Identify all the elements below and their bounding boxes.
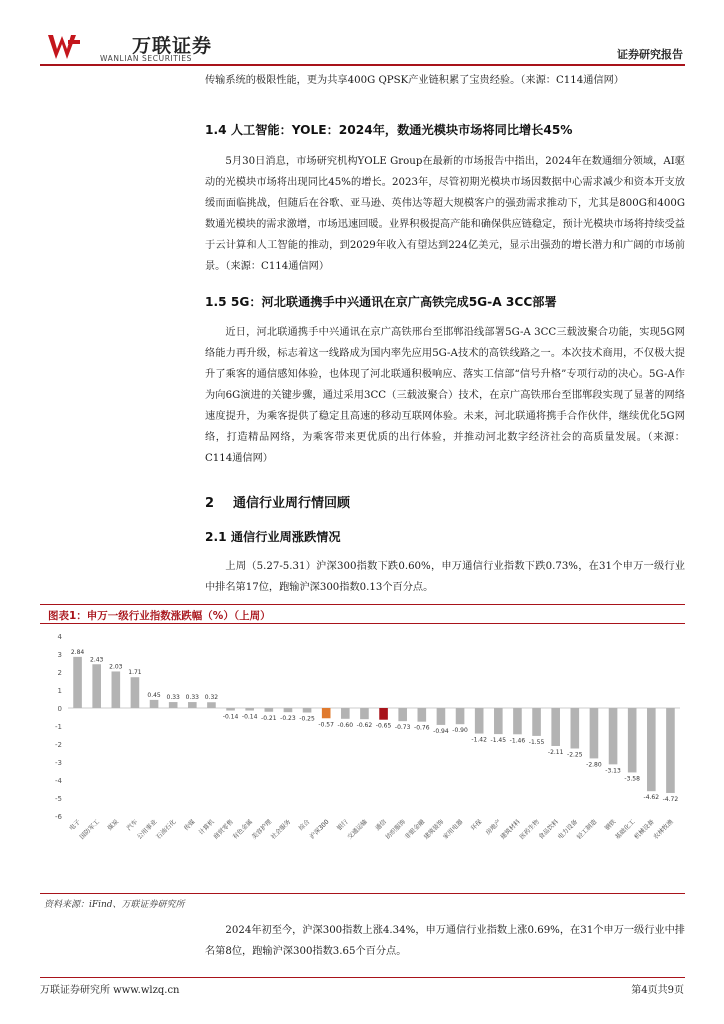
category-label: 环保 [469,818,484,833]
bar-21 [456,708,465,724]
bar-13 [303,708,312,713]
category-label: 房地产 [484,818,503,837]
industry-change-bar-chart [40,628,685,890]
y-tick-label: -2 [55,741,62,749]
category-label: 公用事业 [136,818,159,841]
value-label: 0.33 [185,694,199,702]
bar-4 [131,677,140,708]
value-label: -4.62 [643,794,660,802]
bar-9 [226,708,235,711]
y-tick-label: 0 [57,705,62,713]
section-1-5 [205,293,685,310]
bar-23 [494,708,503,734]
y-tick-label: 2 [57,669,62,677]
bar-29 [609,708,618,764]
value-label: 2.03 [109,663,123,671]
bar-12 [284,708,293,712]
bar-20 [437,708,446,725]
value-label: -2.11 [547,748,564,756]
bar-5 [150,700,159,708]
bar-27 [571,708,580,749]
bar-19 [418,708,427,722]
category-label: 综合 [297,818,312,833]
category-label: 计算机 [197,818,216,837]
category-label: 医药生物 [518,818,541,841]
closing-block [205,920,685,962]
bar-31 [647,708,656,791]
section-1-4-heading: 1.4 人工智能：YOLE：2024年，数通光模块市场将同比增长45% [205,123,573,137]
report-type-label: 证券研究报告 [617,48,683,61]
category-label: 传媒 [183,818,197,833]
section-1-5-body-block [205,322,685,469]
bar-17 [379,708,388,720]
bar-3 [112,671,121,708]
category-label: 沪深300 [308,818,331,841]
value-label: -4.72 [662,795,679,803]
y-tick-label: -6 [55,813,62,821]
bar-18 [398,708,407,721]
bar-25 [532,708,541,736]
company-name-en: WANLIAN SECURITIES [100,54,193,63]
section-1-4-paragraph: 5月30日消息，市场研究机构YOLE Group在最新的市场报告中指出，2024年在数通细分领域，AI驱动的光模块市场将出现同比45%的增长。2023年，尽管初期光模块市场因数据中心需求减少和资本开支放缓而面临挑战，但随后在谷歌、亚马逊、英伟达等超大规模客户的强劲需求推动下，尤其是800G和400G数通光模块的需求激增，市场迅速回暖。业界积极提高产能和确保供应链稳定，预计光模块市场将持续受益于云计算和人工智能的推动，到2029年收入有望达到224亿美元，显示出强劲的增长潜力和广阔的市场前景。（来源：C114通信网） [205,156,685,272]
chart-source: 资料来源：iFind、万联证券研究所 [44,900,185,910]
category-label: 交通运输 [346,818,369,841]
closing-paragraph: 2024年初至今，沪深300指数上涨4.34%，申万通信行业指数上涨0.69%，在31个申万一级行业中排名第8位，跑输沪深300指数3.65个百分点。 [205,925,685,957]
page-header [40,30,685,64]
category-label: 建筑装饰 [422,818,446,841]
bar-26 [551,708,560,746]
bar-1 [73,657,82,708]
value-label: -1.42 [471,736,487,744]
header-divider [40,64,685,66]
section-2-1-body-block [205,556,685,598]
category-label: 钢铁 [603,818,618,833]
value-label: -0.23 [280,715,296,723]
value-label: -0.94 [433,727,449,735]
bar-30 [628,708,637,772]
wanlian-logo-icon [46,32,84,62]
value-label: -1.55 [528,738,545,746]
chart-caption: 图表1：申万一级行业指数涨跌幅（%）（上周） [48,610,271,622]
value-label: -0.60 [337,721,354,729]
y-tick-label: -4 [55,777,62,785]
bar-16 [360,708,369,719]
category-label: 建筑材料 [499,818,522,841]
value-label: -0.25 [299,715,315,723]
value-label: -2.80 [586,761,602,769]
category-label: 煤炭 [106,818,121,833]
category-label: 社会服务 [269,818,293,841]
section-2-heading [205,492,685,511]
bar-32 [666,708,675,793]
bar-24 [513,708,522,734]
category-label: 电力设备 [556,818,580,841]
value-label: -1.46 [509,737,526,745]
value-label: -1.45 [490,737,507,745]
value-label: -0.21 [261,714,277,722]
section-1-4 [205,121,685,138]
bar-28 [590,708,599,758]
bar-11 [265,708,274,712]
value-label: -0.65 [375,722,392,730]
category-label: 农林牧渔 [652,818,675,841]
value-label: -0.14 [222,713,239,721]
footer-page-number: 第4页共9页 [631,985,684,996]
value-label: -0.73 [394,724,411,732]
category-label: 轻工制造 [575,818,599,841]
value-label: -3.58 [624,775,640,783]
category-label: 非银金融 [403,818,427,841]
section-2-1-paragraph: 上周（5.27-5.31）沪深300指数下跌0.60%，申万通信行业指数下跌0.73%，在31个申万一级行业中排名第17位，跑输沪深300指数0.13个百分点。 [205,561,685,593]
section-2-number: 2 [205,496,215,511]
category-label: 纺织服饰 [384,818,408,841]
value-label: -0.90 [452,727,468,735]
category-label: 银行 [336,818,350,833]
value-label: -0.57 [318,721,334,729]
intro-paragraph: 传输系统的极限性能，更为共享400G QPSK产业链积累了宝贵经验。（来源：C114通信网） [205,75,624,86]
y-tick-label: -3 [55,759,62,767]
section-1-4-body-block [205,151,685,277]
bar-22 [475,708,484,734]
intro-block [205,70,685,91]
y-tick-label: -5 [55,795,62,803]
category-label: 家用电器 [442,818,465,841]
category-label: 美容护理 [250,818,274,841]
category-label: 电子 [68,818,82,833]
footer-divider [40,977,685,978]
category-label: 基础化工 [614,818,637,841]
company-name-cn: 万联证券 [132,35,213,57]
value-label: -0.14 [241,713,258,721]
source-divider [40,893,685,894]
category-label: 通信 [374,818,388,833]
section-2-title: 通信行业周行情回顾 [233,496,351,511]
value-label: -0.62 [356,722,373,730]
bar-6 [169,702,178,708]
value-label: 1.71 [128,669,142,677]
y-tick-label: 4 [57,633,62,641]
section-2 [205,492,685,511]
category-label: 食品饮料 [537,818,561,841]
section-1-5-paragraph: 近日，河北联通携手中兴通讯在京广高铁邢台至邯郸沿线部署5G-A 3CC三载波聚合功能，实现5G网络能力再升级，标志着这一线路成为国内率先应用5G-A技术的高铁线路之一。本次技术商用，不仅极大提升了乘客的通信感知体验，也体现了河北联通积极响应、落实工信部“信号升格”专项行动的决心。5G-A作为向6G演进的关键步骤，通过采用3CC（三载波聚合）技术，在京广高铁邢台至邯郸段实现了显著的网络速度提升，为乘客提供了稳定且高速的移动互联网体验。未来，河北联通将携手合作伙伴，继续优化5G网络，打造精品网络，为乘客带来更优质的出行体验，并推动河北数字经济社会的高质量发展。（来源：C114通信网） [205,327,685,464]
y-tick-label: 1 [57,687,62,695]
chart-caption-bar [40,604,685,624]
section-2-1 [205,528,685,545]
section-1-5-heading: 1.5 5G：河北联通携手中兴通讯在京广高铁完成5G-A 3CC部署 [205,295,557,309]
bar-2 [92,664,101,708]
value-label: 0.45 [147,691,161,699]
category-label: 汽车 [125,818,140,833]
category-label: 有色金属 [231,818,255,841]
section-2-1-heading: 2.1 通信行业周涨跌情况 [205,530,341,544]
category-label: 机械设备 [633,818,656,841]
value-label: -0.76 [414,724,430,732]
bar-10 [245,708,254,711]
bar-8 [207,702,216,708]
value-label: -3.13 [605,767,621,775]
footer-org: 万联证券研究所 www.wlzq.cn [40,985,180,996]
value-label: 0.33 [166,694,180,702]
bar-7 [188,702,197,708]
bar-15 [341,708,350,719]
category-label: 石油石化 [155,818,178,841]
category-label: 商贸零售 [212,818,235,841]
y-tick-label: 3 [57,651,62,659]
value-label: 2.43 [90,656,104,664]
value-label: 0.32 [204,694,219,702]
category-label: 国防军工 [78,818,102,841]
y-tick-label: -1 [55,723,62,731]
value-label: -2.25 [567,751,583,759]
bar-14 [322,708,331,718]
value-label: 2.84 [70,648,85,656]
